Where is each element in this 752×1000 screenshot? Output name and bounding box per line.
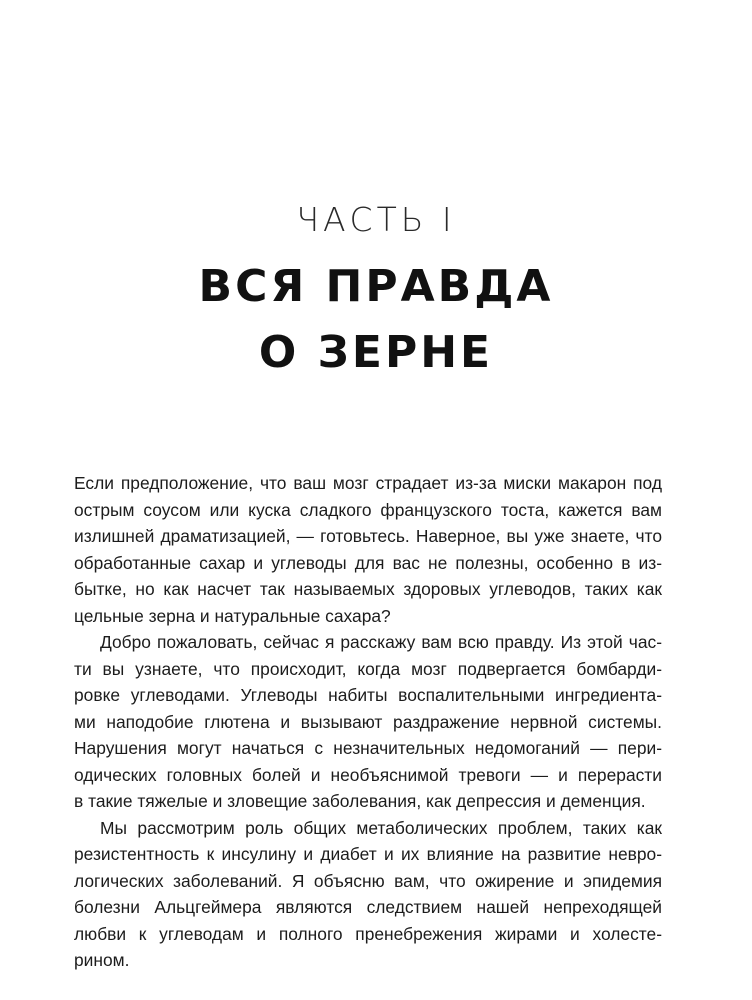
paragraph-3 <box>74 815 662 974</box>
text-line: излишней драматизацией, — готовьтесь. Наверное, вы уже знаете, что <box>74 526 662 546</box>
part-title-line-1: ВСЯ ПРАВДА <box>198 261 554 312</box>
text-line: ти вы узнаете, что происходит, когда мозг подвергается бомбарди- <box>74 658 662 679</box>
part-title-line-2: О ЗЕРНЕ <box>258 327 494 378</box>
text-line: ми наподобие глютена и вызывают раздражение нервной системы. <box>74 711 662 732</box>
text-line: одических головных болей и необъяснимой тревоги — и перерасти <box>74 764 662 785</box>
text-line: Мы рассмотрим роль общих метаболических проблем, таких как <box>100 817 662 838</box>
part-title <box>0 254 752 386</box>
text-line: обработанные сахар и углеводы для вас не полезны, особенно в из- <box>74 552 662 573</box>
text-line: ровке углеводами. Углеводы набиты воспалительными ингредиента- <box>74 685 662 705</box>
text-line: Добро пожаловать, сейчас я расскажу вам всю правду. Из этой час- <box>100 632 662 652</box>
paragraph-2 <box>74 629 662 815</box>
text-line: рином. <box>74 950 130 970</box>
text-line: в такие тяжелые и зловещие заболевания, как депрессия и деменция. <box>74 791 646 811</box>
paragraph-1 <box>74 470 662 629</box>
text-line: цельные зерна и натуральные сахара? <box>74 605 391 626</box>
text-line: логических заболеваний. Я объясню вам, что ожирение и эпидемия <box>74 870 662 891</box>
text-line: болезни Альцгеймера являются следствием нашей непреходящей <box>74 897 662 917</box>
text-line: острым соусом или куска сладкого французского тоста, кажется вам <box>74 499 662 520</box>
text-line: резистентность к инсулину и диабет и их влияние на развитие невро- <box>74 844 662 864</box>
text-line: Нарушения могут начаться с незначительных недомоганий — пери- <box>74 738 662 758</box>
text-line: бытке, но как насчет так называемых здоровых углеводов, таких как <box>74 579 662 599</box>
body-text <box>74 470 662 974</box>
text-line: любви к углеводам и полного пренебрежения жирами и холесте- <box>74 923 662 944</box>
part-label: ЧАСТЬ I <box>296 200 456 239</box>
text-line: Если предположение, что ваш мозг страдает из-за миски макарон под <box>74 473 662 493</box>
